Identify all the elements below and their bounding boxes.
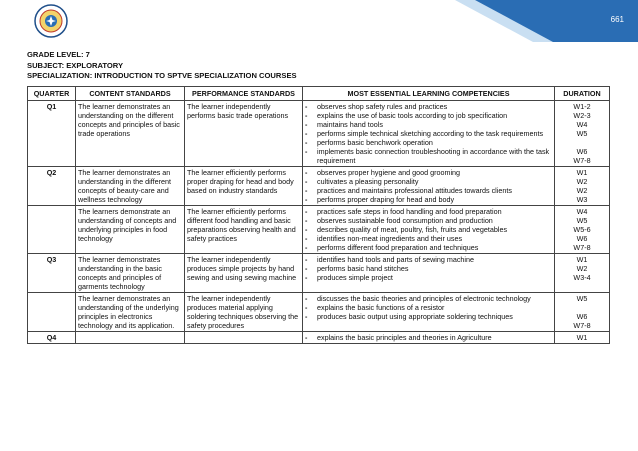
competency-item: - observes proper hygiene and good grooming xyxy=(305,168,461,177)
content-standard-cell: The learner demonstrates an understanding on the different concepts and principles of basic trade operations xyxy=(76,101,185,167)
duration-cell xyxy=(555,254,610,293)
header-competencies: MOST ESSENTIAL LEARNING COMPETENCIES xyxy=(303,87,555,101)
competencies-cell xyxy=(303,167,555,206)
duration-value: W7-8 xyxy=(573,243,591,252)
duration-value: W2 xyxy=(576,177,588,186)
competency-item: - performs basic benchwork operation xyxy=(305,138,433,147)
duration-cell xyxy=(555,206,610,254)
quarter-cell: Q3 xyxy=(28,254,76,293)
duration-value: W1-2 xyxy=(573,102,591,111)
quarter-cell xyxy=(28,293,76,332)
duration-value: W5 xyxy=(576,294,588,303)
performance-standard-cell: The learner independently produces simple projects by hand sewing and using sewing machine xyxy=(185,254,303,293)
duration-value: W6 xyxy=(576,147,588,156)
duration-cell xyxy=(555,101,610,167)
content-standard-cell xyxy=(76,332,185,344)
competency-item: - explains the basic principles and theories in Agriculture xyxy=(305,333,492,342)
duration-value: W2 xyxy=(576,186,588,195)
header-duration: DURATION xyxy=(555,87,610,101)
content-standard-cell: The learner demonstrates an understanding in the different concepts of beauty-care and wellness technology xyxy=(76,167,185,206)
table-row xyxy=(28,293,610,332)
duration-value: W1 xyxy=(576,255,588,264)
competencies-cell xyxy=(303,101,555,167)
competency-item: - implements basic connection troubleshooting in accordance with the task requirement xyxy=(305,147,550,165)
performance-standard-cell xyxy=(185,332,303,344)
duration-value: W6 xyxy=(576,234,588,243)
content-standard-cell: The learners demonstrate an understanding of concepts and underlying principles in food technology xyxy=(76,206,185,254)
table-row xyxy=(28,332,610,344)
competencies-cell xyxy=(303,206,555,254)
header-performance-standards: PERFORMANCE STANDARDS xyxy=(185,87,303,101)
duration-value: W6 xyxy=(576,312,588,321)
competency-item: - discusses the basic theories and principles of electronic technology xyxy=(305,294,531,303)
table-row xyxy=(28,254,610,293)
duration-value: W5 xyxy=(576,129,588,138)
quarter-cell xyxy=(28,206,76,254)
specialization: SPECIALIZATION: INTRODUCTION TO SPTVE SPECIALIZATION COURSES xyxy=(27,71,297,80)
melc-table xyxy=(27,86,610,344)
competency-item: - performs different food preparation and techniques xyxy=(305,243,479,252)
quarter-cell: Q1 xyxy=(28,101,76,167)
competency-item: - explains the use of basic tools according to job specification xyxy=(305,111,508,120)
table-header-row xyxy=(28,87,610,101)
page-number: 661 xyxy=(610,15,624,24)
competencies-cell xyxy=(303,293,555,332)
performance-standard-cell: The learner efficiently performs different food handling and basic preparations observing health and safety practices xyxy=(185,206,303,254)
competencies-cell xyxy=(303,332,555,344)
duration-cell xyxy=(555,332,610,344)
duration-value: W2-3 xyxy=(573,111,591,120)
competency-item: - produces basic output using appropriate soldering techniques xyxy=(305,312,513,321)
deped-seal-icon xyxy=(34,4,68,38)
competency-item: - practices safe steps in food handling and food preparation xyxy=(305,207,502,216)
duration-cell xyxy=(555,167,610,206)
competency-item: - maintains hand tools xyxy=(305,120,383,129)
table-row xyxy=(28,167,610,206)
competency-item: - identifies hand tools and parts of sewing machine xyxy=(305,255,475,264)
performance-standard-cell: The learner independently produces material applying soldering techniques observing the safety procedures xyxy=(185,293,303,332)
duration-value: W4 xyxy=(576,207,588,216)
header-content-standards: CONTENT STANDARDS xyxy=(76,87,185,101)
quarter-cell: Q2 xyxy=(28,167,76,206)
duration-value: W5 xyxy=(576,216,588,225)
performance-standard-cell: The learner independently performs basic trade operations xyxy=(185,101,303,167)
duration-value: W1 xyxy=(576,333,588,342)
competency-item: - performs proper draping for head and body xyxy=(305,195,455,204)
competency-item: - observes shop safety rules and practices xyxy=(305,102,448,111)
duration-value: W4 xyxy=(576,120,588,129)
duration-value: W5-6 xyxy=(573,225,591,234)
competency-item: - performs basic hand stitches xyxy=(305,264,409,273)
quarter-cell: Q4 xyxy=(28,332,76,344)
table-row xyxy=(28,206,610,254)
competency-item: - explains the basic functions of a resistor xyxy=(305,303,445,312)
content-standard-cell: The learner demonstrates understanding in the basic concepts and principles of garments technology xyxy=(76,254,185,293)
header-banner xyxy=(0,0,638,42)
competency-item: - practices and maintains professional attitudes towards clients xyxy=(305,186,512,195)
duration-value: W3-4 xyxy=(573,273,591,282)
duration-value: W1 xyxy=(576,168,588,177)
competency-item: - performs simple technical sketching according to the task requirements xyxy=(305,129,544,138)
performance-standard-cell: The learner efficiently performs proper draping for head and body based on industry standards xyxy=(185,167,303,206)
competency-item: - produces simple project xyxy=(305,273,393,282)
grade-level: GRADE LEVEL: 7 xyxy=(27,50,90,59)
subject: SUBJECT: EXPLORATORY xyxy=(27,60,124,70)
header-quarter: QUARTER xyxy=(28,87,76,101)
duration-value: W2 xyxy=(576,264,588,273)
competency-item: - describes quality of meat, poultry, fish, fruits and vegetables xyxy=(305,225,508,234)
document-meta xyxy=(27,50,297,82)
duration-value: W7-8 xyxy=(573,321,591,330)
competency-item: - observes sustainable food consumption and production xyxy=(305,216,493,225)
duration-value: W7-8 xyxy=(573,156,591,165)
duration-value: W3 xyxy=(576,195,588,204)
content-standard-cell: The learner demonstrates an understanding of the underlying principles in electronics technology and its application. xyxy=(76,293,185,332)
table-row xyxy=(28,101,610,167)
competency-item: - identifies non-meat ingredients and their uses xyxy=(305,234,463,243)
competencies-cell xyxy=(303,254,555,293)
competency-item: - cultivates a pleasing personality xyxy=(305,177,419,186)
duration-cell xyxy=(555,293,610,332)
